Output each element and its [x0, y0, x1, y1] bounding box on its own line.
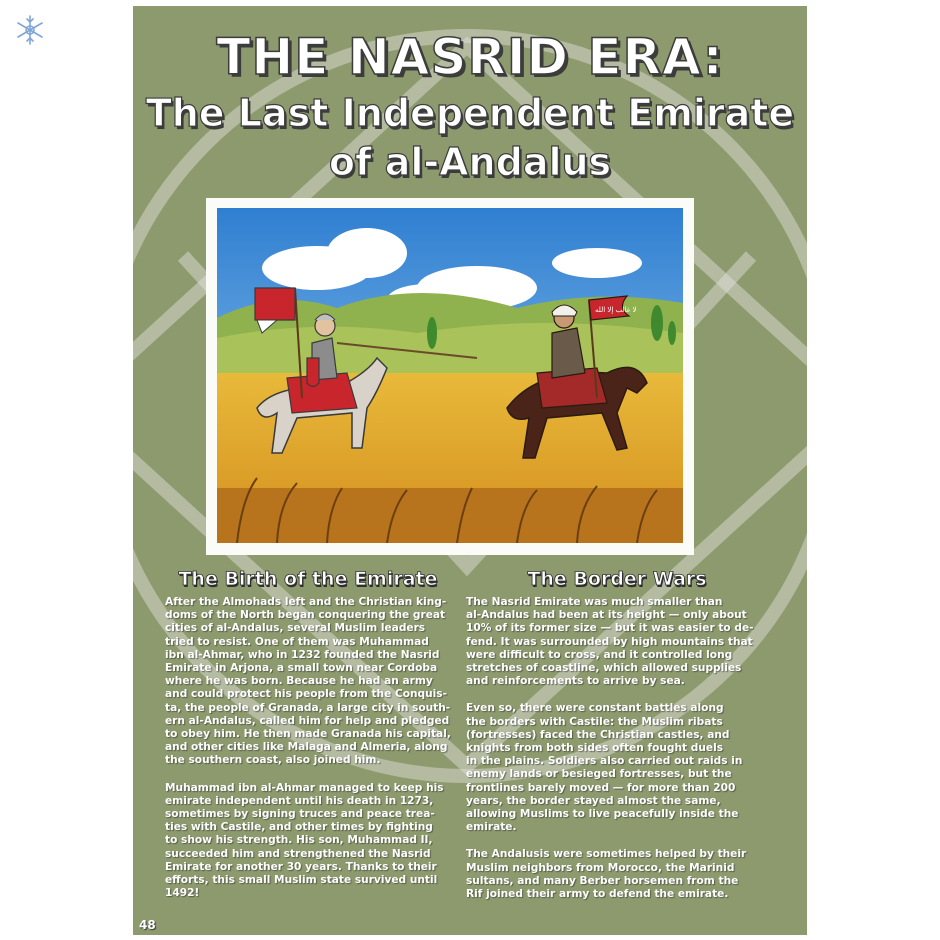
- battle-illustration: [217, 208, 683, 543]
- page-title: THE NASRID ERA:: [216, 28, 724, 86]
- page-number: 48: [139, 918, 156, 932]
- snowflake-logo-icon: [14, 14, 46, 46]
- paragraph: Muhammad ibn al-Ahmar managed to keep his emirate independent until his death in 1273, sometimes by signing truces and peace trea- ties with Castile, and other times by fighting to show his strength. His son, Muhammad II, succeeded him and strengthened the Nasrid Emirate for another 30 years. Thanks to their efforts, this small Muslim state survived until 1492!: [165, 781, 444, 900]
- column-right: [466, 596, 766, 915]
- paragraph: After the Almohads left and the Christian king- doms of the North began conquering the great cities of al-Andalus, several Muslim leaders tried to resist. One of them was Muhammad ibn al-Ahmar, who in 1232 founded the Nasrid Emirate in Arjona, a small town near Cordoba where he was born. Because he had an army and could protect his people from the Conquis- ta, the people of Granada, a large city in south- ern al-Andalus, called him for help and pledged to obey him. He then made Granada his capital, and other cities like Malaga and Almeria, along the southern coast, also joined him.: [165, 596, 451, 767]
- section-heading-birth: The Birth of the Emirate: [178, 568, 438, 590]
- paragraph: The Nasrid Emirate was much smaller than al-Andalus had been at its height — only about 10% of its former size — but it was easier to de- fend. It was surrounded by high mountains that were difficult to cross, and it controlled long stretches of coastline, which allowed supplies and reinforcements to arrive by sea.: [466, 596, 754, 688]
- paragraph: The Andalusis were sometimes helped by their Muslim neighbors from Morocco, the Marinid sultans, and many Berber horsemen from the Rif joined their army to defend the emirate.: [466, 848, 747, 901]
- banner-arabic-text: لا غالب إلا الله: [595, 306, 637, 314]
- comic-page: [133, 6, 807, 935]
- section-heading-border-wars: The Border Wars: [527, 568, 707, 590]
- page-subtitle-line-1: The Last Independent Emirate: [145, 91, 795, 135]
- column-left: [165, 596, 455, 914]
- page-subtitle-line-2: of al-Andalus: [328, 140, 612, 184]
- battle-illustration-frame: [206, 198, 694, 555]
- paragraph: Even so, there were constant battles along the borders with Castile: the Muslim ribats (fortresses) faced the Christian castles, and knights from both sides often fought duels in the plains. Soldiers also carried out raids in enemy lands or besieged fortresses, but the frontlines barely moved — for more than 200 years, the border stayed almost the same, allowing Muslims to live peacefully inside the emirate.: [466, 702, 743, 834]
